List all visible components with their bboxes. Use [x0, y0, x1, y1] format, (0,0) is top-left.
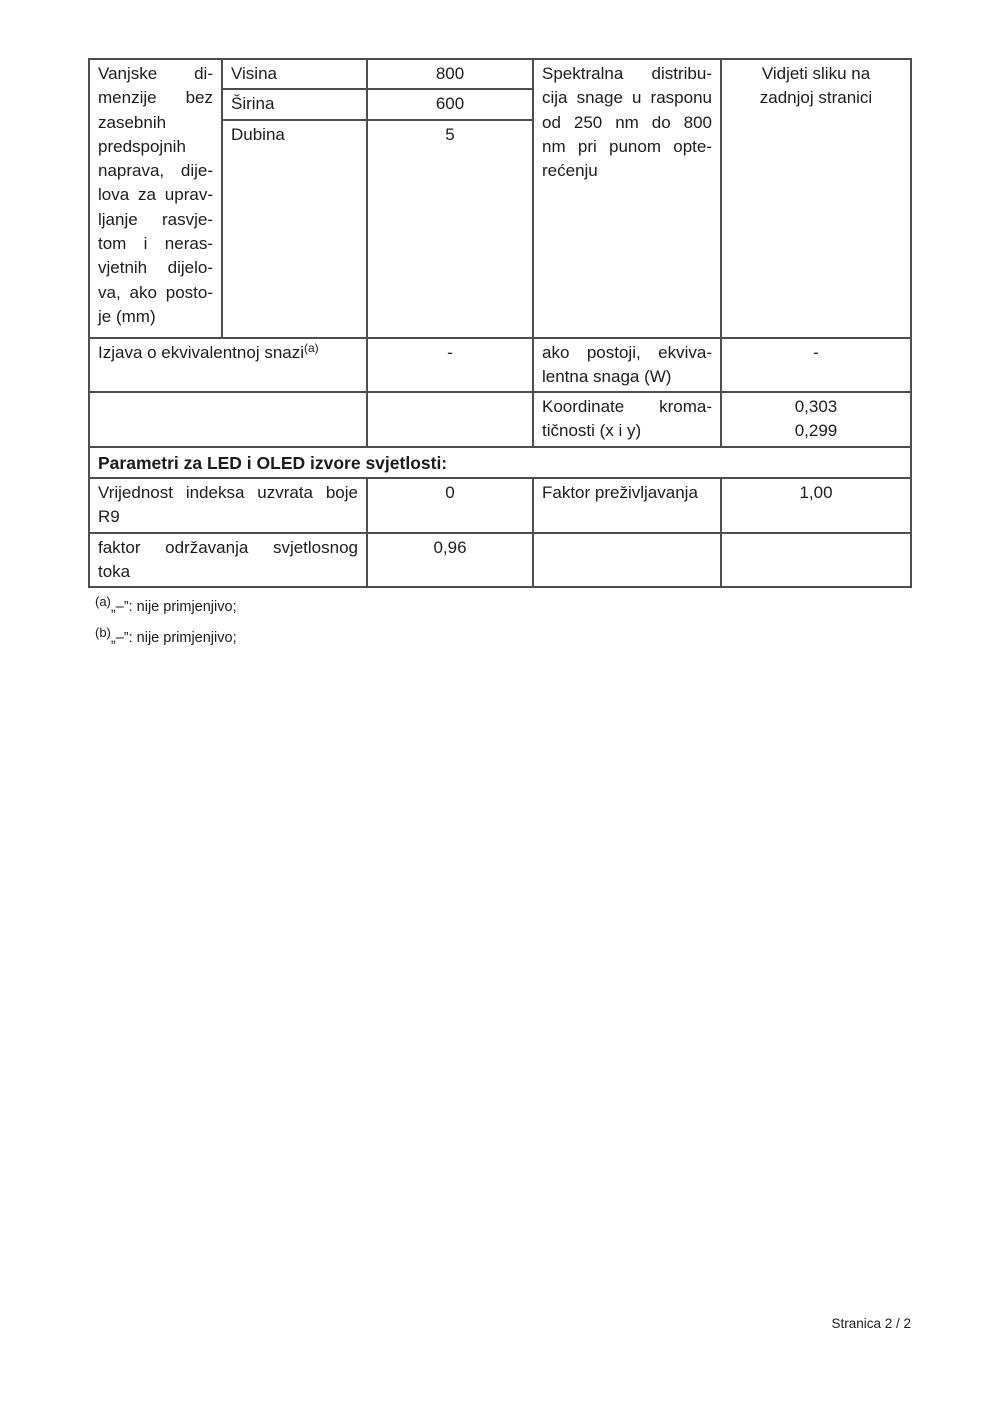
cell-lumen-maintenance-value: 0,96: [367, 533, 533, 588]
cell-equivalent-power-right-label: [533, 338, 721, 393]
text-line: Vanjske di-: [98, 64, 213, 83]
row-chromaticity: [89, 392, 911, 447]
row-equivalent-power: [89, 338, 911, 393]
document-content: [88, 58, 912, 657]
text-line: nm pri punom opte-: [542, 136, 712, 156]
text-line: naprava, dije-: [98, 161, 213, 181]
cell-dim-dubina-value: 5: [367, 120, 533, 338]
row-dimensions-1: [89, 59, 911, 89]
row-section-header: [89, 447, 911, 478]
cell-survival-factor-label: Faktor preživljavanja: [533, 478, 721, 533]
text-line: rećenju: [542, 161, 598, 181]
cell-r9-label: [89, 478, 367, 533]
text-line: toka: [98, 561, 131, 581]
cell-empty-bottom-1: [533, 533, 721, 588]
text-line: od 250 nm do 800: [542, 112, 712, 132]
text-line: vjetnih dijelo-: [98, 258, 213, 278]
cell-dim-visina-label: Visina: [222, 59, 367, 89]
footnote-a: [95, 594, 912, 616]
product-datasheet-table: [88, 58, 912, 588]
text-line: lova za uprav-: [98, 185, 213, 205]
page-number: Stranica 2 / 2: [831, 1316, 911, 1331]
footnote-a-marker: (a): [95, 594, 111, 610]
text-line: predspojnih: [98, 136, 186, 156]
cell-empty-mid: [367, 392, 533, 447]
cell-r9-value: 0: [367, 478, 533, 533]
section-header-led-oled: Parametri za LED i OLED izvore svjetlosti:: [89, 447, 911, 478]
text-line: tičnosti (x i y): [542, 421, 642, 441]
cell-lumen-maintenance-label: [89, 533, 367, 588]
row-lumen-maintenance: [89, 533, 911, 588]
footnote-b: [95, 625, 912, 647]
text-line: ljanje rasvje-: [98, 209, 213, 229]
text-line: menzije bez: [98, 88, 213, 108]
text-line: faktor održavanja svjetlosnog: [98, 537, 358, 557]
cell-equivalent-power-label: [89, 338, 367, 393]
text-line: zadnjoj stranici: [759, 88, 873, 108]
text-line: Koordinate kroma-: [542, 397, 712, 417]
text-line: Vidjeti sliku na: [761, 64, 871, 83]
cell-dim-sirina-value: 600: [367, 89, 533, 119]
cell-empty-left: [89, 392, 367, 447]
text-line: Spektralna distribu-: [542, 64, 712, 83]
text-line: je (mm): [98, 306, 156, 326]
text-line: cija snage u rasponu: [542, 88, 712, 108]
text-line: zasebnih: [98, 112, 167, 132]
text-line: va, ako posto-: [98, 282, 213, 302]
cell-dim-visina-value: 800: [367, 59, 533, 89]
cell-spectral-distribution-value: [721, 59, 911, 338]
row-r9: [89, 478, 911, 533]
cell-chromaticity-label: [533, 392, 721, 447]
text-line: 0,303: [794, 397, 838, 417]
text-line: ako postoji, ekviva-: [542, 342, 712, 362]
cell-dim-dubina-label: Dubina: [222, 120, 367, 338]
footnote-b-marker: (b): [95, 625, 111, 641]
text-line: lentna snaga (W): [542, 366, 672, 386]
text-line: 0,299: [794, 421, 838, 441]
equivalent-power-label-text: Izjava o ekvivalentnoj snazi: [98, 342, 305, 362]
cell-spectral-distribution-label: [533, 59, 721, 338]
footnote-a-text: „–”: nije primjenjivo;: [110, 599, 237, 616]
text-line: R9: [98, 507, 120, 527]
cell-chromaticity-value: [721, 392, 911, 447]
cell-survival-factor-value: 1,00: [721, 478, 911, 533]
text-line: tom i neras-: [98, 234, 213, 254]
cell-empty-bottom-2: [721, 533, 911, 588]
footnote-ref-a: (a): [304, 340, 319, 355]
footnotes: [95, 594, 912, 647]
cell-equivalent-power-value: -: [367, 338, 533, 393]
cell-dim-sirina-label: Širina: [222, 89, 367, 119]
footnote-b-text: „–”: nije primjenjivo;: [110, 630, 237, 647]
cell-equivalent-power-right-value: -: [721, 338, 911, 393]
text-line: Vrijednost indeksa uzvrata boje: [98, 483, 358, 503]
cell-outer-dimensions-label: [89, 59, 222, 338]
